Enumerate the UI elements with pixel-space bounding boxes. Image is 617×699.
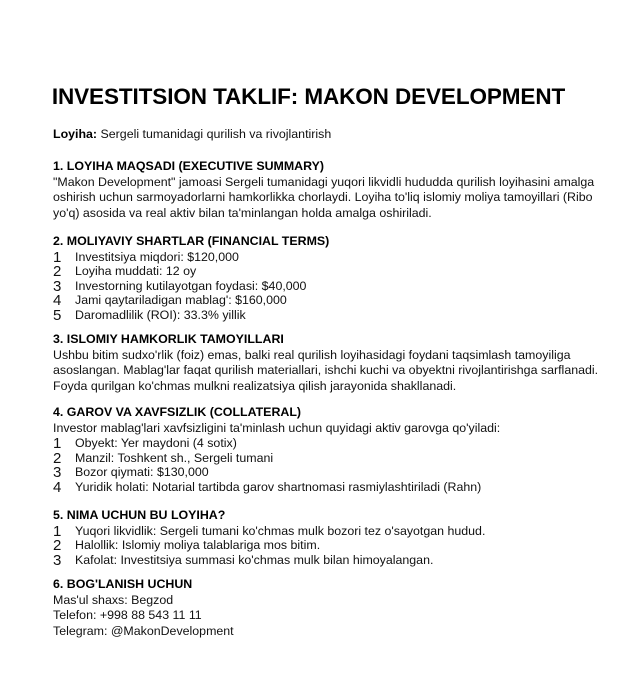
- document-title: INVESTITSION TAKLIF: MAKON DEVELOPMENT: [51, 84, 566, 109]
- section-heading: 4. GAROV VA XAVFSIZLIK (COLLATERAL): [53, 405, 302, 419]
- list-text: Investitsiya miqdori: $120,000: [75, 249, 239, 264]
- list-number: 2: [53, 537, 62, 555]
- collateral-list: [53, 436, 593, 494]
- financial-terms-list: [53, 250, 593, 323]
- section-collateral: [53, 405, 593, 495]
- list-number: 1: [53, 522, 62, 540]
- section-executive-summary: [53, 159, 593, 221]
- list-text: Jami qaytariladigan mablag': $160,000: [75, 293, 287, 308]
- list-item: [53, 250, 593, 265]
- list-item: [53, 480, 593, 495]
- section-heading: 6. BOG'LANISH UCHUN: [53, 577, 193, 591]
- list-number: 1: [53, 435, 62, 453]
- list-item: [53, 553, 593, 568]
- list-number: 3: [53, 551, 62, 569]
- list-number: 1: [53, 248, 62, 266]
- paragraph-line: "Makon Development" jamoasi Sergeli tumanidagi yuqori likvidli hududda qurilish loyihasini amalga: [53, 174, 595, 189]
- list-item: [53, 465, 593, 480]
- list-text: Bozor qiymati: $130,000: [75, 465, 209, 480]
- paragraph-line: yo'q) asosida va real aktiv bilan ta'minlangan holda amalga oshiriladi.: [53, 205, 432, 220]
- list-item: [53, 436, 593, 451]
- list-text: Halollik: Islomiy moliya talablariga mos bitim.: [75, 538, 321, 553]
- list-item: [53, 538, 593, 553]
- list-item: [53, 264, 593, 279]
- paragraph-line: Ushbu bitim sudxo'rlik (foiz) emas, balki real qurilish loyihasidagi foydani taqsimlash tamoyiliga: [53, 347, 571, 362]
- list-text: Loyiha muddati: 12 oy: [75, 264, 197, 279]
- list-number: 5: [53, 306, 62, 324]
- project-line: [53, 127, 593, 143]
- section-contact: [53, 577, 593, 639]
- section-financial-terms: [53, 234, 593, 323]
- list-text: Yuqori likvidlik: Sergeli tumani ko'chmas mulk bozori tez o'sayotgan hudud.: [75, 523, 486, 538]
- list-number: 3: [53, 464, 62, 482]
- list-number: 4: [53, 292, 62, 310]
- paragraph-line: oshirish uchun sarmoyadorlarni hamkorlikka chorlaydi. Loyiha to'liq islomiy moliya tamoyillari (Ribo: [53, 190, 593, 205]
- list-number: 2: [53, 263, 62, 281]
- section-heading: 2. MOLIYAVIY SHARTLAR (FINANCIAL TERMS): [53, 234, 330, 248]
- list-item: [53, 308, 593, 323]
- list-number: 3: [53, 277, 62, 295]
- paragraph-line: Foyda qurilgan ko'chmas mulkni realizatsiya qilish jarayonida shakllanadi.: [53, 378, 457, 393]
- contact-person: Mas'ul shaxs: Begzod: [53, 592, 174, 607]
- list-text: Manzil: Toshkent sh., Sergeli tumani: [75, 450, 274, 465]
- list-text: Yuridik holati: Notarial tartibda garov shartnomasi rasmiylashtiriladi (Rahn): [75, 479, 482, 494]
- list-text: Investorning kutilayotgan foydasi: $40,000: [75, 278, 307, 293]
- project-value: Sergeli tumanidagi qurilish va rivojlantirish: [100, 127, 332, 141]
- list-number: 4: [53, 478, 62, 496]
- project-label: Loyiha:: [53, 127, 98, 141]
- list-text: Daromadlilik (ROI): 33.3% yillik: [75, 307, 246, 322]
- section-heading: 3. ISLOMIY HAMKORLIK TAMOYILLARI: [53, 332, 284, 346]
- section-heading: 1. LOYIHA MAQSADI (EXECUTIVE SUMMARY): [53, 159, 325, 173]
- contact-phone: Telefon: +998 88 543 11 11: [53, 608, 202, 623]
- contact-telegram: Telegram: @MakonDevelopment: [53, 623, 234, 638]
- section-islamic-principles: [53, 332, 599, 394]
- list-number: 2: [53, 449, 62, 467]
- list-item: [53, 524, 593, 539]
- list-text: Kafolat: Investitsiya summasi ko'chmas mulk bilan himoyalangan.: [75, 552, 434, 567]
- list-item: [53, 451, 593, 466]
- list-item: [53, 279, 593, 294]
- list-text: Obyekt: Yer maydoni (4 sotix): [75, 436, 237, 451]
- section-why-project: [53, 508, 593, 567]
- paragraph-line: Investor mablag'lari xavfsizligini ta'minlash uchun quyidagi aktiv garovga qo'yiladi:: [53, 420, 501, 435]
- paragraph-line: asoslangan. Mablag'lar faqat qurilish materiallari, ishchi kuchi va obyektni rivojlantirishga sarflanadi.: [53, 363, 599, 378]
- section-heading: 5. NIMA UCHUN BU LOYIHA?: [53, 508, 226, 522]
- list-item: [53, 293, 593, 308]
- reasons-list: [53, 524, 593, 568]
